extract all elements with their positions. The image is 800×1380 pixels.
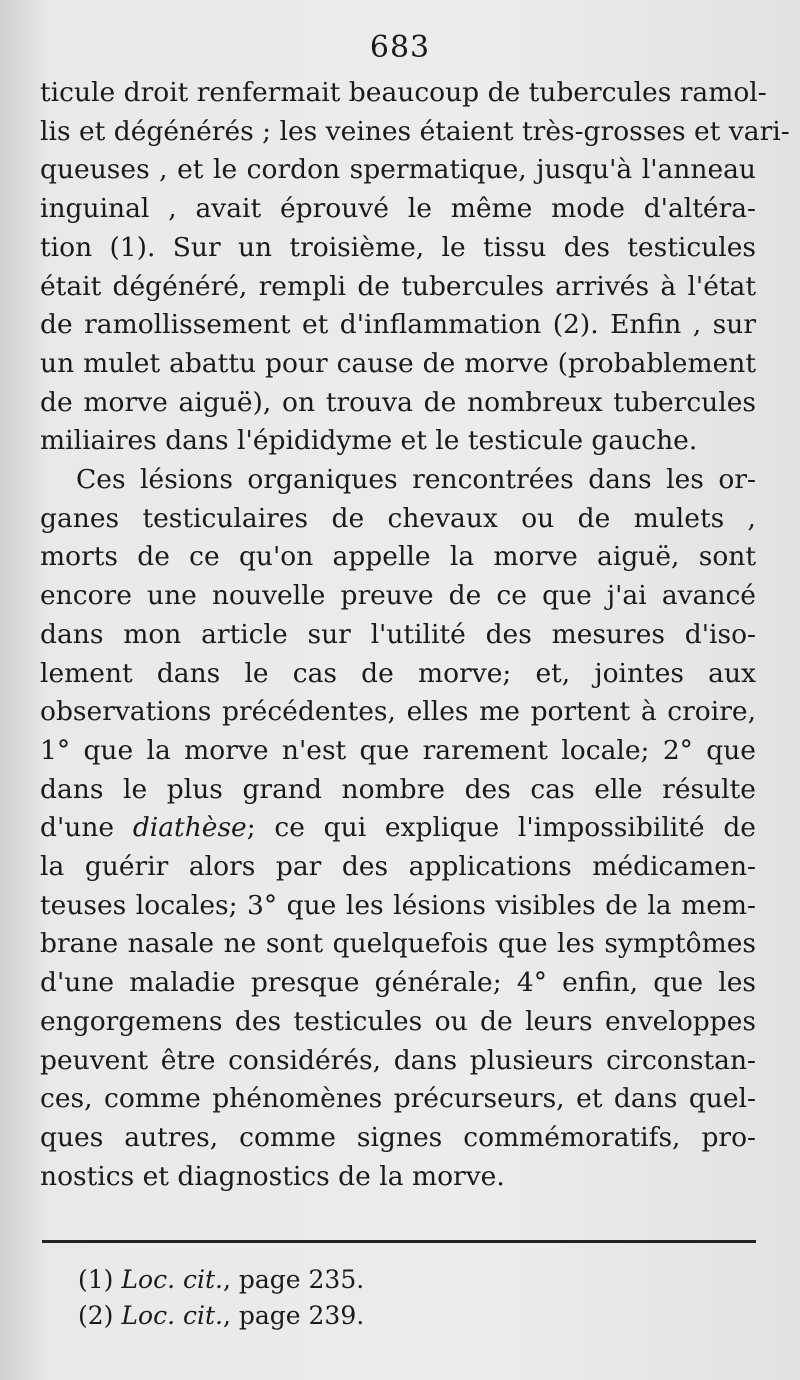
- text-line: de morve aiguë), on trouva de nombreux tubercules: [40, 386, 756, 418]
- footnotes: [78, 1262, 364, 1334]
- footnote-item: [78, 1262, 364, 1298]
- text-line: un mulet abattu pour cause de morve (probablement: [40, 347, 756, 379]
- text-line: observations précédentes, elles me portent à croire,: [40, 696, 756, 728]
- text-line: inguinal , avait éprouvé le même mode d'altéra-: [40, 193, 756, 225]
- footnote-reference: Loc. cit.: [121, 1301, 223, 1330]
- text-line: nostics et diagnostics de la morve.: [40, 1160, 505, 1192]
- text-line: ces, comme phénomènes précurseurs, et dans quel-: [40, 1083, 756, 1115]
- text-line: miliaires dans l'épididyme et le testicule gauche.: [40, 425, 698, 457]
- text-line: Ces lésions organiques rencontrées dans les or-: [76, 464, 756, 496]
- text-line: encore une nouvelle preuve de ce que j'ai avancé: [40, 580, 756, 612]
- page-number: 683: [369, 30, 431, 65]
- text-line: lement dans le cas de morve; et, jointes aux: [40, 657, 756, 689]
- text-line: la guérir alors par des applications médicamen-: [40, 851, 756, 883]
- text-line: ticule droit renfermait beaucoup de tubercules ramol-: [40, 77, 767, 108]
- footnote-reference: Loc. cit.: [121, 1265, 223, 1294]
- text-line: queuses , et le cordon spermatique, jusqu'à l'anneau: [40, 154, 756, 186]
- text-line: teuses locales; 3° que les lésions visibles de la mem-: [40, 889, 756, 921]
- footnote-text: , page 239.: [222, 1301, 365, 1330]
- footnote-text: , page 235.: [222, 1265, 365, 1294]
- text-line: tion (1). Sur un troisième, le tissu des testicules: [40, 231, 756, 263]
- footnote-marker: (1): [78, 1265, 114, 1294]
- text-line: lis et dégénérés ; les veines étaient très-grosses et vari-: [40, 115, 790, 147]
- text-line: 1° que la morve n'est que rarement locale; 2° que: [40, 734, 756, 766]
- text-line: dans le plus grand nombre des cas elle résulte: [40, 773, 756, 805]
- footnote-rule: [42, 1240, 756, 1243]
- text-line: morts de ce qu'on appelle la morve aiguë, sont: [40, 541, 756, 573]
- footnote-marker: (2): [78, 1301, 114, 1330]
- text-line: peuvent être considérés, dans plusieurs circonstan-: [40, 1044, 756, 1076]
- body-text: [40, 74, 790, 1196]
- footnote-item: [78, 1298, 364, 1334]
- text-line: engorgemens des testicules ou de leurs enveloppes: [40, 1005, 756, 1037]
- text-line: brane nasale ne sont quelquefois que les symptômes: [40, 928, 756, 960]
- text-line: de ramollissement et d'inflammation (2). Enfin , sur: [40, 309, 756, 341]
- text-line: d'une maladie presque générale; 4° enfin, que les: [40, 967, 756, 999]
- text-line: ques autres, comme signes commémoratifs, pro-: [40, 1121, 756, 1153]
- text-line: ganes testiculaires de chevaux ou de mulets ,: [40, 502, 756, 534]
- text-line: d'une diathèse; ce qui explique l'impossibilité de: [40, 812, 756, 844]
- text-line: dans mon article sur l'utilité des mesures d'iso-: [40, 618, 756, 650]
- text-line: était dégénéré, rempli de tubercules arrivés à l'état: [40, 270, 756, 302]
